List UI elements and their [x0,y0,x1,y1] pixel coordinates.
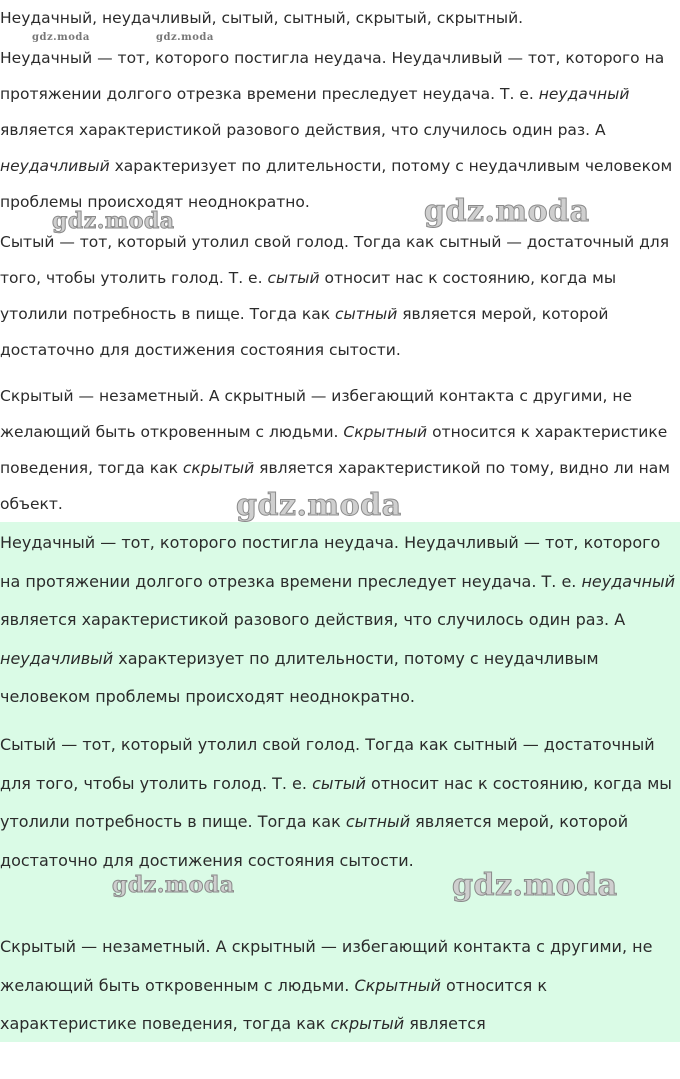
text: является [404,1014,486,1034]
italic-term: неудачливый [0,157,110,175]
text: характеризует по длительности, потому с неудачливым человеком проблемы происходят неоднократно. [0,648,599,707]
watermark-logo: gdz.moda [112,872,235,898]
text: является мерой, которой достаточно для достижения состояния сытости. [0,812,629,870]
highlighted-paragraph-3 [0,928,680,1044]
text: является мерой, которой достаточно для достижения состояния сытости. [0,305,609,359]
italic-term: скрытый [330,1014,405,1034]
italic-term: сытный [335,305,398,323]
watermark-logo: gdz.moda [52,208,175,234]
text: Неудачный — тот, которого постигла неудача. Неудачливый — тот, которого на протяжении долгого отрезка времени преследует неудача. Т. е. [0,533,661,591]
italic-term: неудачный [581,571,676,591]
text: Неудачный — тот, которого постигла неудача. Неудачливый — тот, которого на протяжении долгого отрезка времени преследует неудача. Т. е. [0,49,665,103]
text: Сытый — тот, который утолил свой голод. Тогда как сытный — достаточный для того, чтобы утолить голод. Т. е. [0,735,655,793]
italic-term: сытный [345,812,411,832]
italic-term: неудачливый [0,648,114,668]
italic-term: скрытый [182,459,255,477]
highlighted-paragraph-2 [0,726,680,880]
answer-paragraph-2 [0,224,680,368]
text: относит нас к состоянию, когда мы утолили потребность в пище. Тогда как [0,269,617,323]
text: является характеристикой по тому, видно ли нам объект. [0,459,670,513]
text: относится к характеристике поведения, тогда как [0,423,668,477]
answer-paragraph-1 [0,40,680,220]
italic-term: сытый [267,269,320,287]
watermark-logo: gdz.moda [236,488,402,523]
highlighted-paragraph-1 [0,524,680,717]
watermark-logo: gdz.moda [32,32,90,43]
italic-term: Скрытный [354,975,441,995]
text: является характеристикой разового действия, что случилось один раз. А [0,610,626,630]
watermark-logo: gdz.moda [156,32,214,43]
italic-term: неудачный [538,85,630,103]
text: Скрытый — незаметный. А скрытный — избегающий контакта с другими, не желающий быть откровенным с людьми. [0,937,653,995]
text: относится к характеристике поведения, тогда как [0,975,548,1034]
task-title: Неудачный, неудачливый, сытый, сытный, скрытый, скрытный. [0,9,524,27]
text: является характеристикой разового действия, что случилось один раз. А [0,121,606,139]
text: относит нас к состоянию, когда мы утолили потребность в пище. Тогда как [0,773,672,832]
text: характеризует по длительности, потому с неудачливым человеком проблемы происходят неоднократно. [0,157,673,211]
watermark-logo: gdz.moda [452,868,618,903]
italic-term: Скрытный [343,423,428,441]
text: Сытый — тот, который утолил свой голод. Тогда как сытный — достаточный для того, чтобы утолить голод. Т. е. [0,233,670,287]
highlighted-answer-block [0,522,680,1042]
watermark-logo: gdz.moda [424,194,590,229]
text: Скрытый — незаметный. А скрытный — избегающий контакта с другими, не желающий быть откровенным с людьми. [0,387,633,441]
italic-term: сытый [312,773,366,793]
